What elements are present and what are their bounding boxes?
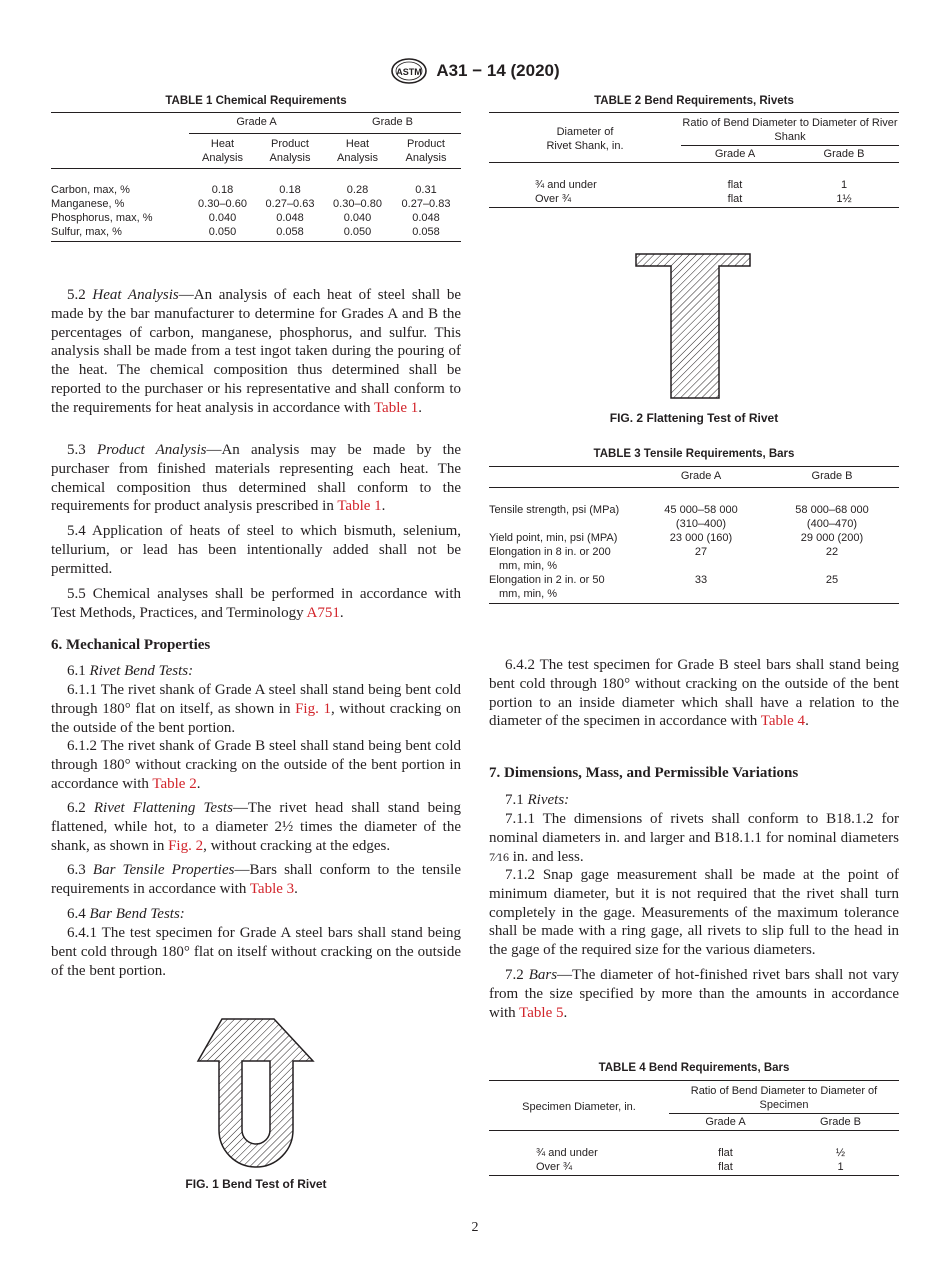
t3-grade-b: Grade B [765,470,899,487]
table1-grade-b: Grade B [324,116,461,133]
page-number: 2 [471,1220,479,1235]
table-row: Phosphorus, max, % 0.040 0.048 0.040 0.048 [51,212,440,224]
fig2-caption: FIG. 2 Flattening Test of Rivet [609,411,779,425]
table5-link[interactable]: Table 5 [519,1004,564,1021]
para-5-5: 5.5 Chemical analyses shall be performed in accordance with Test Methods, Practices, and Terminology A751. [51,586,461,621]
section-6-heading: 6. Mechanical Properties [51,637,211,653]
table-row: Carbon, max, % 0.18 0.18 0.28 0.31 [51,184,437,196]
para-6-4-1: 6.4.1 The test specimen for Grade A steel bars shall stand being bent cold through 180° flat on itself without cracking on the outside of the bent portion. [51,925,461,979]
t3-grade-a: Grade A [637,470,765,487]
a751-link[interactable]: A751 [306,604,340,621]
table1 [51,116,461,242]
t4-col1: Specimen Diameter, in. [489,1084,669,1131]
t2-grade-a: Grade A [681,146,789,163]
para-5-4: 5.4 Application of heats of steel to which bismuth, selenium, tellurium, or lead has been intentionally added shall not be permitted. [51,523,461,577]
fig1-caption: FIG. 1 Bend Test of Rivet [185,1177,327,1191]
fig2-rivet-drawing [630,250,756,402]
t1-analysis-4: Analysis [405,151,447,164]
table-row: Over ¾ flat 1 [489,1161,899,1176]
table2-link[interactable]: Table 2 [152,775,197,792]
astm-logo-text: ASTM [396,67,423,77]
table2 [489,116,899,208]
t2-col1-a: Diameter of [556,126,614,138]
table4-caption: TABLE 4 Bend Requirements, Bars [598,1062,790,1074]
fig1-bend-test-drawing [195,1016,321,1172]
page-header [0,58,950,84]
table4-link[interactable]: Table 4 [760,713,806,730]
para-6-4-2: 6.4.2 The test specimen for Grade B steel bars shall stand being bent cold through 180° without cracking on the outside of the bent portion to an inside diameter which shall have a relation to the diameter of the specimen in accordance with Table 4. [489,657,899,730]
t2-grade-b: Grade B [789,146,899,163]
para-6-1-1: 6.1.1 The rivet shank of Grade A steel shall stand being bent cold through 180° flat on itself, as shown in Fig. 1, without cracking on the outside of the bent portion. [51,682,461,736]
t4-ratio-header: Ratio of Bend Diameter to Diameter of Specimen [669,1084,899,1114]
table-row: Manganese, % 0.30–0.60 0.27–0.63 0.30–0.80 0.27–0.83 [51,198,451,210]
t2-ratio-header: Ratio of Bend Diameter to Diameter of River Shank [681,116,899,146]
para-6-4: 6.4 Bar Bend Tests: [67,906,185,922]
table3-caption: TABLE 3 Tensile Requirements, Bars [593,448,795,460]
fig2-link[interactable]: Fig. 2 [168,837,204,854]
document-designation: A31 − 14 (2020) [436,61,560,80]
table-row: Sulfur, max, % 0.050 0.058 0.050 0.058 [51,226,461,241]
para-6-1-2: 6.1.2 The rivet shank of Grade B steel shall stand being bent cold through 180° without cracking on the outside of the bent portion in accordance with Table 2. [51,738,461,792]
para-7-1-2: 7.1.2 Snap gage measurement shall be made at the point of minimum diameter, but it is not required that the rivet shall turn completely in the gage. Measurements of the maximum tolerance shall be made with a ring gage, all rivets to slip full to the head in the gage of the required size for the various diameters. [489,867,899,959]
table3 [489,470,899,604]
t1-heat-b: Heat [345,137,370,150]
t1-analysis-3: Analysis [337,151,378,164]
table1-grade-a: Grade A [189,116,324,133]
fig1-link[interactable]: Fig. 1 [295,700,331,717]
t1-heat-a: Heat [210,137,235,150]
table4 [489,1084,899,1176]
table-row: Over ¾ flat 1½ [489,193,899,208]
table-row: ¾ and under flat 1 [535,178,848,191]
astm-logo-icon [390,58,428,84]
table-row: Elongation in 2 in. or 50 mm, min, % 33 25 [489,573,899,604]
para-7-1: 7.1 Rivets: [505,792,570,808]
t1-product-b: Product [407,137,445,150]
table-row: Elongation in 8 in. or 200 mm, min, % 27 22 [489,546,839,572]
table-row: ¾ and under flat ½ [536,1146,846,1159]
table-row: Yield point, min, psi (MPA) 23 000 (160) 29 000 (200) [489,532,864,544]
para-7-2: 7.2 Bars—The diameter of hot-finished rivet bars shall not vary from the size specified by more than the amounts in accordance with Table 5. [489,967,900,1021]
t4-grade-a: Grade A [669,1114,782,1131]
para-6-2: 6.2 Rivet Flattening Tests—The rivet head shall stand being flattened, while hot, to a diameter 2½ times the diameter of the shank, as shown in Fig. 2, without cracking at the edges. [51,800,461,854]
table1-caption: TABLE 1 Chemical Requirements [165,95,347,107]
t2-col1-b: Rivet Shank, in. [546,140,624,152]
para-6-3: 6.3 Bar Tensile Properties—Bars shall conform to the tensile requirements in accordance with Table 3. [51,862,461,897]
table2-caption: TABLE 2 Bend Requirements, Rivets [594,95,794,107]
para-7-1-1: 7.1.1 The dimensions of rivets shall conform to B18.1.2 for nominal diameters in. and larger and B18.1.1 for nominal diameters 7⁄16 in. and less. [489,811,899,865]
table1-link[interactable]: Table 1 [337,498,382,515]
table3-link[interactable]: Table 3 [249,880,295,897]
t4-grade-b: Grade B [782,1114,899,1131]
t1-analysis-1: Analysis [202,151,243,164]
table-row: Tensile strength, psi (MPa) 45 000–58 000 (310–400) 58 000–68 000 (400–470) [489,504,869,530]
section-7-heading: 7. Dimensions, Mass, and Permissible Variations [489,765,799,781]
para-5-3: 5.3 Product Analysis—An analysis may be made by the purchaser from finished materials representing each heat. The chemical composition thus determined shall conform to the requirements for product analysis prescribed in Table 1. [51,442,462,515]
t1-analysis-2: Analysis [269,151,311,164]
para-6-1: 6.1 Rivet Bend Tests: [67,663,194,679]
t1-product-a: Product [271,137,309,150]
para-5-2: 5.2 Heat Analysis—An analysis of each heat of steel shall be made by the bar manufacturer to determine for Grades A and B the percentages of carbon, manganese, phosphorus, and sulfur. This analysis shall be made from a test ingot taken during the pouring of the heat. The chemical composition thus determined shall be reported to the purchaser or his representative and shall conform to the requirements for heat analysis in accordance with Table 1. [51,287,462,416]
table1-link[interactable]: Table 1 [373,399,419,416]
